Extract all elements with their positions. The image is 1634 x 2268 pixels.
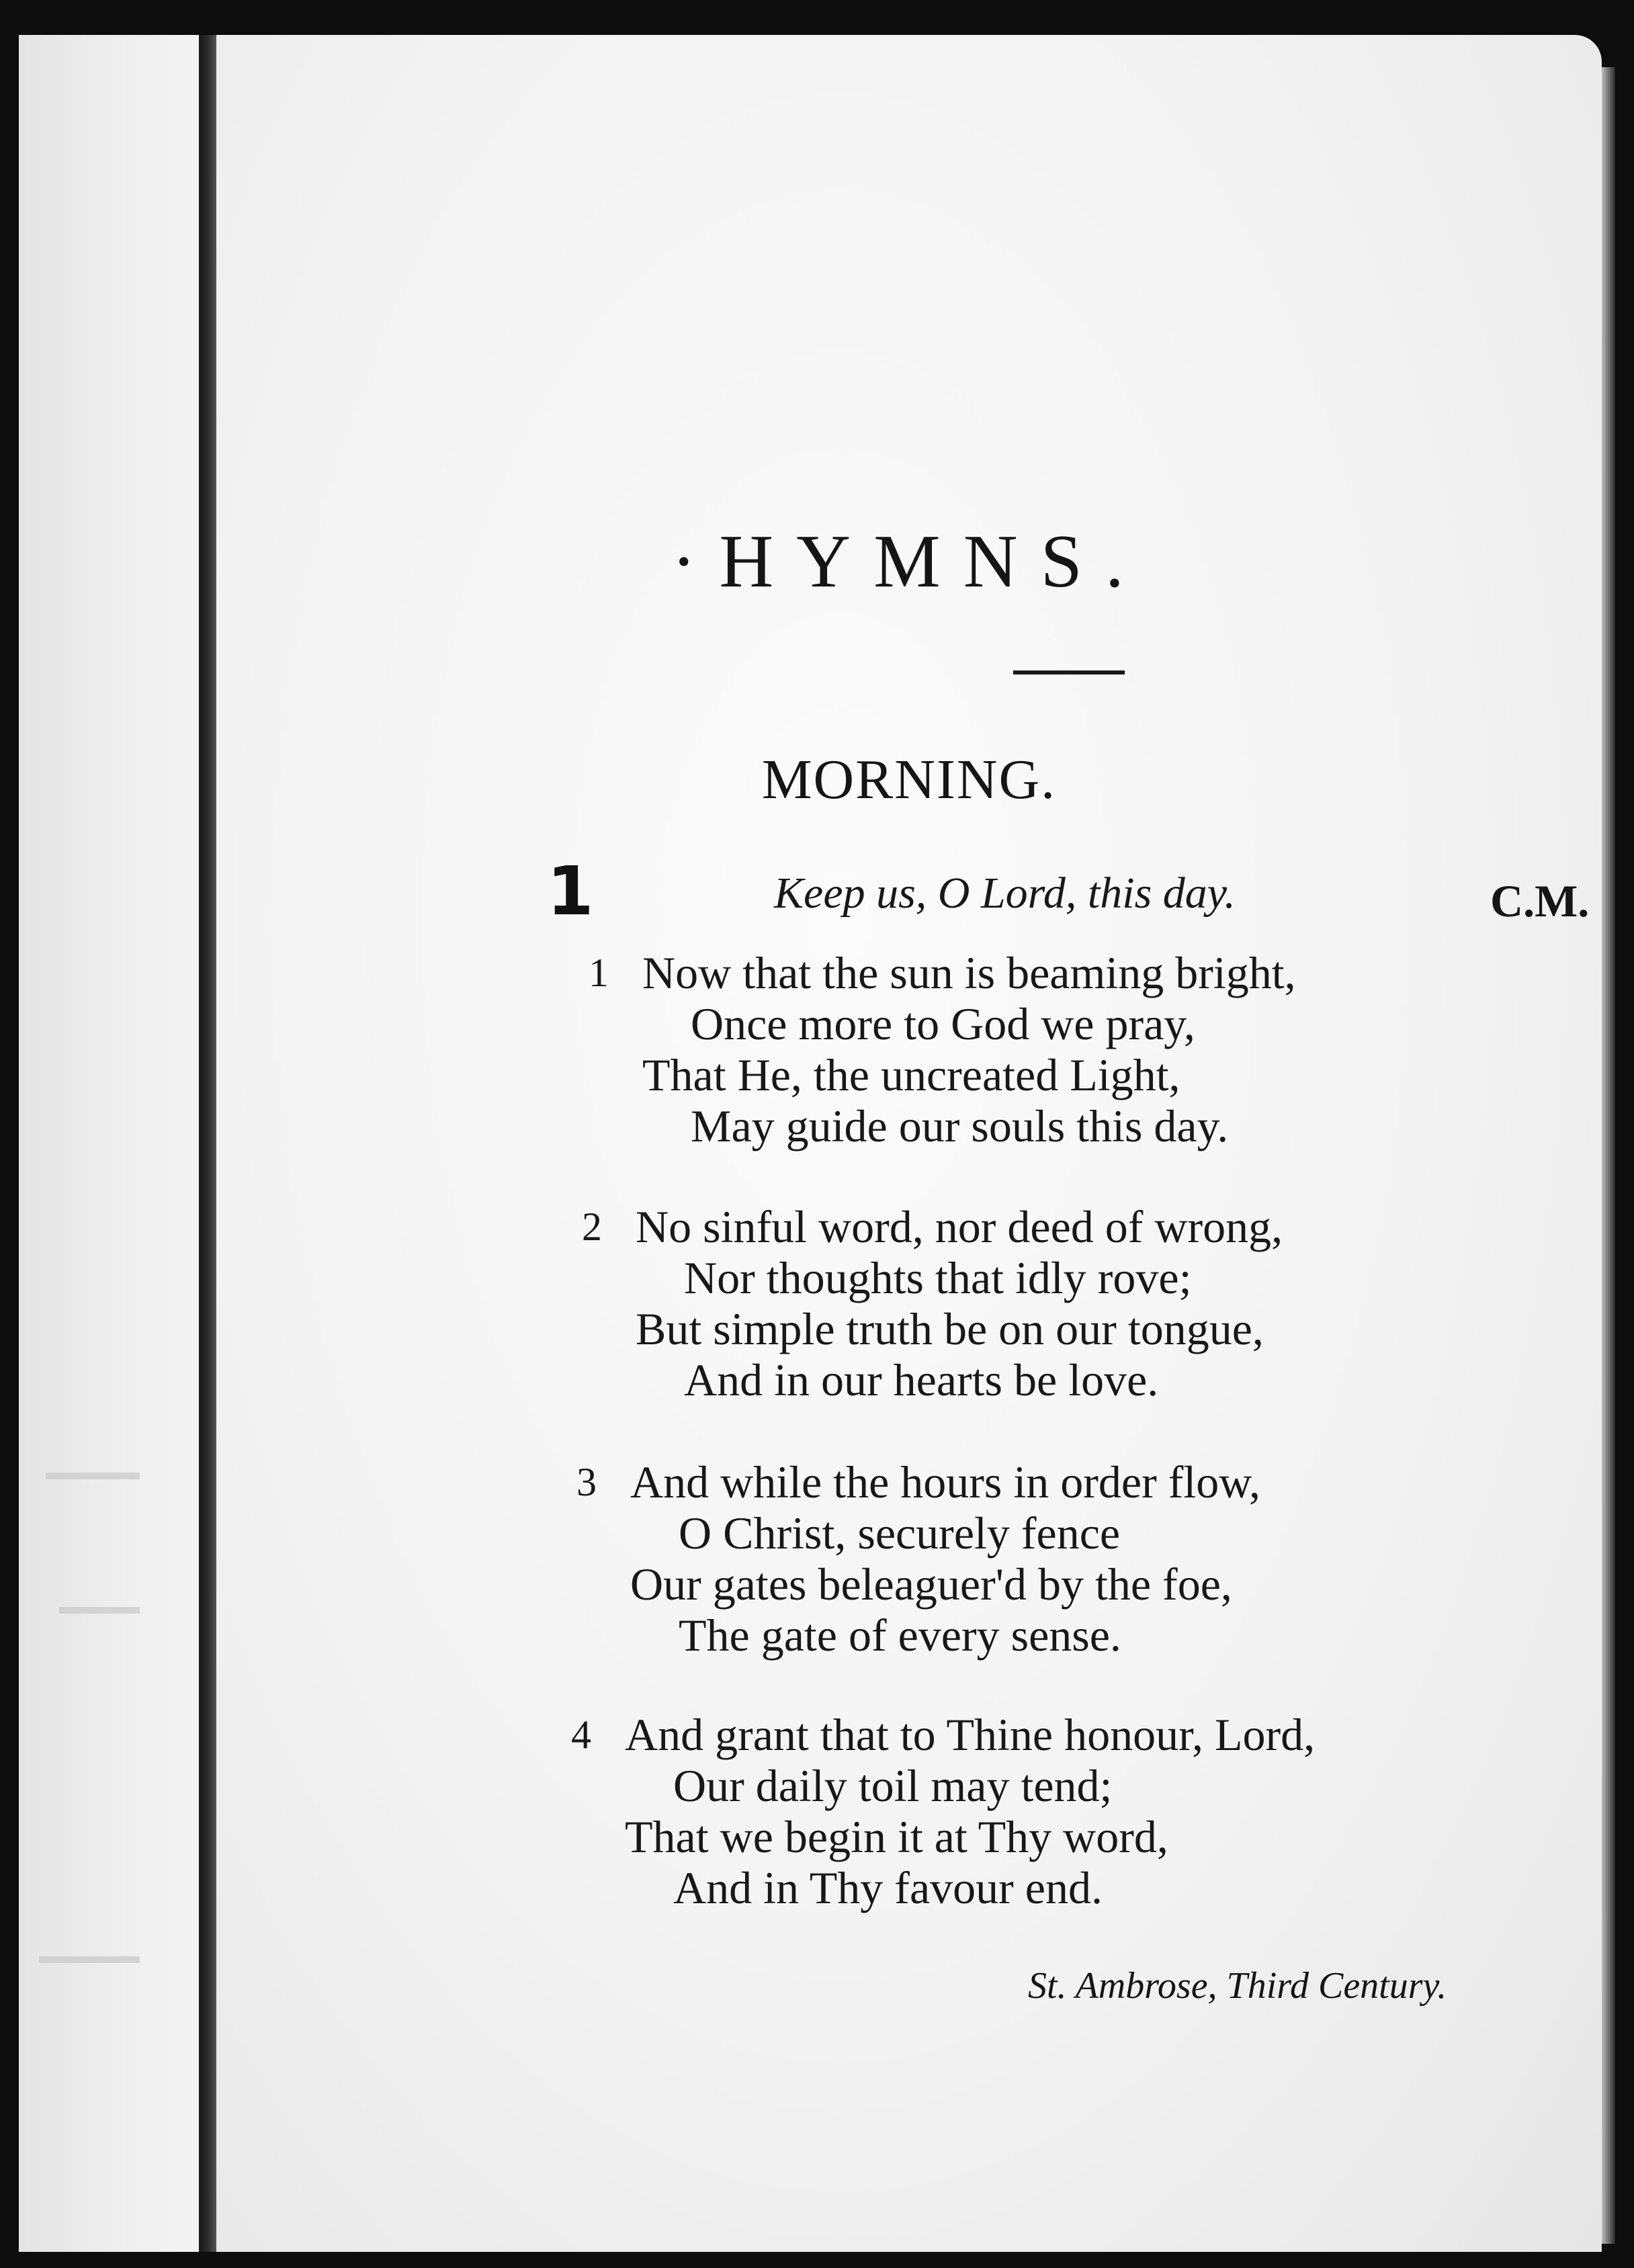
verse-lines bbox=[630, 1456, 1260, 1661]
section-heading: MORNING. bbox=[761, 748, 1057, 811]
verse-line: O Christ, securely fence bbox=[679, 1508, 1121, 1559]
hymn-first-line: Keep us, O Lord, this day. bbox=[774, 869, 1236, 918]
bleed-mark bbox=[39, 1956, 140, 1963]
verse-line: No sinful word, nor deed of wrong, bbox=[636, 1201, 1283, 1252]
binding-edge bbox=[199, 35, 216, 2252]
verse-lines bbox=[642, 947, 1296, 1151]
verse-line: And in our hearts be love. bbox=[684, 1354, 1159, 1405]
hymn-number: 1 bbox=[547, 852, 594, 930]
verse-number: 3 bbox=[576, 1460, 597, 1504]
verse-line: That He, the uncreated Light, bbox=[642, 1049, 1180, 1100]
verse-line: Our gates beleaguer'd by the foe, bbox=[630, 1559, 1232, 1610]
page-edge bbox=[1602, 67, 1615, 2244]
verse-line: And in Thy favour end. bbox=[673, 1862, 1103, 1913]
verse-line: May guide our souls this day. bbox=[691, 1100, 1229, 1151]
verse-number: 1 bbox=[589, 951, 609, 995]
bleed-mark bbox=[46, 1473, 140, 1479]
left-gutter bbox=[19, 35, 199, 2252]
verse-line: Our daily toil may tend; bbox=[673, 1760, 1113, 1811]
verse-line: Nor thoughts that idly rove; bbox=[684, 1252, 1192, 1303]
verse-lines bbox=[625, 1709, 1315, 1913]
verse-line: That we begin it at Thy word, bbox=[625, 1811, 1168, 1862]
verse-line: But simple truth be on our tongue, bbox=[636, 1303, 1264, 1354]
hymn-attribution: St. Ambrose, Third Century. bbox=[1028, 1965, 1447, 2007]
verse-number: 2 bbox=[582, 1205, 602, 1249]
hymn-meter: C.M. bbox=[1490, 875, 1590, 926]
verse-line: The gate of every sense. bbox=[679, 1610, 1121, 1661]
hymnal-page bbox=[216, 35, 1602, 2252]
verse-lines bbox=[636, 1201, 1283, 1405]
title-rule bbox=[1013, 670, 1125, 674]
page-title: ·HYMNS. bbox=[671, 520, 1147, 603]
bleed-mark bbox=[59, 1607, 140, 1614]
verse-line: Once more to God we pray, bbox=[691, 998, 1195, 1049]
verse-line: Now that the sun is beaming bright, bbox=[642, 947, 1296, 998]
verse-line: And while the hours in order flow, bbox=[630, 1456, 1260, 1508]
verse-line: And grant that to Thine honour, Lord, bbox=[625, 1709, 1316, 1760]
verse-number: 4 bbox=[571, 1712, 591, 1757]
